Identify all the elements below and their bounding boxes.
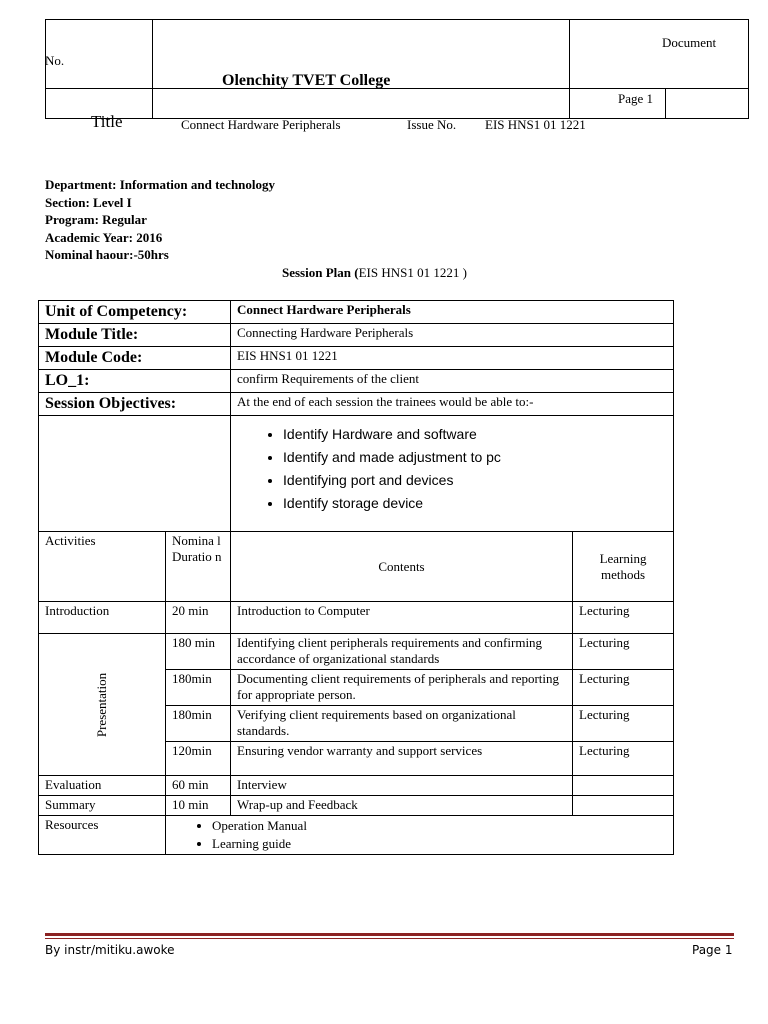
issue-value: EIS HNS1 01 1221 [485,117,586,132]
table-row [39,532,674,602]
module-title-label: Module Title: [39,324,231,347]
evaluation-content: Interview [231,776,573,796]
table-row [39,776,674,796]
presentation-duration: 180min [166,670,231,706]
evaluation-activity: Evaluation [39,776,166,796]
table-row [39,602,674,634]
resource-item: • Operation Manual [212,817,667,835]
objective-item: • Identify Hardware and software [283,423,667,446]
intro-duration: 20 min [166,602,231,634]
objective-item: • Identifying port and devices [283,469,667,492]
session-plan-heading [282,265,467,281]
module-code-value: EIS HNS1 01 1221 [231,347,674,370]
col-methods: Learning methods [573,532,674,602]
doc-no-label: No. [45,53,65,68]
section: Section: Level I [45,194,132,210]
intro-method: Lecturing [573,602,674,634]
table-row [39,324,674,347]
intro-content: Introduction to Computer [231,602,573,634]
objective-item: • Identify and made adjustment to pc [283,446,667,469]
col-contents: Contents [231,532,573,602]
title-value: Connect Hardware Peripherals [181,117,341,132]
session-plan-code: EIS HNS1 01 1221 ) [358,265,467,280]
department: Department: Information and technology [45,177,276,192]
document-label: Document [662,35,717,50]
presentation-method: Lecturing [573,634,674,670]
session-plan-table [38,300,674,855]
objectives-list [237,423,667,515]
table-row [39,393,674,416]
col-activities: Activities [39,532,166,602]
issue-label: Issue No. [407,117,457,132]
presentation-method: Lecturing [573,670,674,706]
evaluation-method [573,776,674,796]
table-row [39,347,674,370]
title-label: Title [91,112,123,131]
resource-item: • Learning guide [212,835,667,853]
resources-list [166,817,667,853]
presentation-duration: 180min [166,706,231,742]
table-row [39,634,674,670]
nominal-hour: Nominal haour:-50hrs [45,247,169,263]
summary-method [573,796,674,816]
presentation-content: Ensuring vendor warranty and support services [231,742,573,776]
summary-duration: 10 min [166,796,231,816]
resources-label: Resources [39,816,166,855]
module-code-label: Module Code: [39,347,231,370]
uoc-label: Unit of Competency: [39,301,231,324]
footer-page: Page 1 [692,943,733,957]
header-page-label: Page 1 [618,91,654,106]
table-row [39,796,674,816]
footer-rule [45,933,734,936]
presentation-content: Documenting client requirements of peripherals and reporting for appropriate person. [231,670,573,706]
presentation-duration: 120min [166,742,231,776]
objectives-cell [231,416,674,532]
presentation-label: Presentation [93,672,109,737]
info-block [45,176,275,264]
table-row [39,301,674,324]
objectives-value: At the end of each session the trainees would be able to:- [231,393,674,416]
objective-item: • Identify storage device [283,492,667,515]
summary-content: Wrap-up and Feedback [231,796,573,816]
intro-activity: Introduction [39,602,166,634]
summary-activity: Summary [39,796,166,816]
table-row [39,416,674,532]
objectives-spacer [39,416,231,532]
footer-author: By instr/mitiku.awoke [45,943,175,957]
presentation-cell [39,634,166,776]
program: Program: Regular [45,212,147,228]
footer-rule-thin [45,938,734,939]
presentation-method: Lecturing [573,742,674,776]
presentation-content: Identifying client peripherals requirements and confirming accordance of organizational standards [231,634,573,670]
lo-label: LO_1: [39,370,231,393]
col-duration: Nomina l Duratio n [166,532,231,602]
table-row [39,816,674,855]
college-name: Olenchity TVET College [222,72,391,89]
table-row [39,370,674,393]
resources-cell [166,816,674,855]
evaluation-duration: 60 min [166,776,231,796]
objectives-label: Session Objectives: [39,393,231,416]
academic-year: Academic Year: 2016 [45,229,163,245]
presentation-method: Lecturing [573,706,674,742]
uoc-value: Connect Hardware Peripherals [231,301,674,324]
lo-value: confirm Requirements of the client [231,370,674,393]
presentation-content: Verifying client requirements based on organizational standards. [231,706,573,742]
presentation-duration: 180 min [166,634,231,670]
module-title-value: Connecting Hardware Peripherals [231,324,674,347]
session-plan-prefix: Session Plan ( [282,265,359,280]
